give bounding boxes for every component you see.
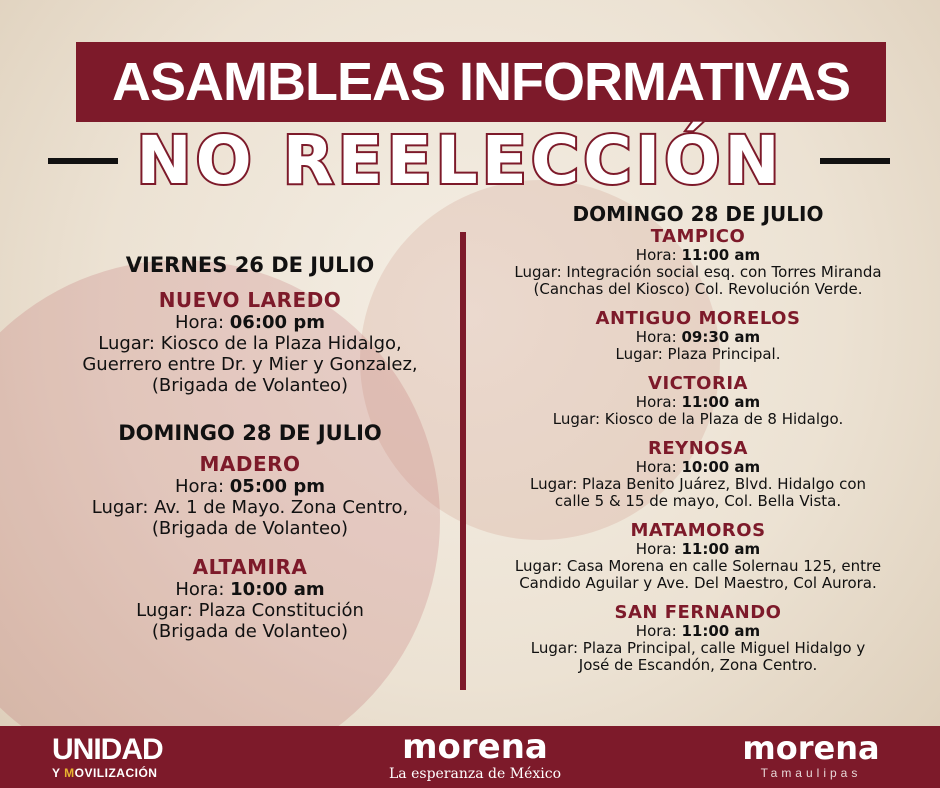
hora-label: Hora: xyxy=(175,579,225,600)
event-place-line: Lugar: Av. 1 de Mayo. Zona Centro, xyxy=(91,497,409,518)
event-place-line: Guerrero entre Dr. y Mier y Gonzalez, xyxy=(82,354,418,375)
event-place-line: (Brigada de Volanteo) xyxy=(151,621,349,642)
day-heading: DOMINGO 28 DE JULIO xyxy=(572,202,824,226)
event-place-line: (Brigada de Volanteo) xyxy=(151,518,349,539)
subtitle-row xyxy=(0,122,940,199)
event-place-line: Candido Aguilar y Ave. Del Maestro, Col Aurora. xyxy=(519,574,877,592)
logo-small-prefix: Y xyxy=(52,766,65,780)
unidad-movilizacion-logo xyxy=(52,734,202,780)
event-time xyxy=(478,541,918,558)
hora-value: 06:00 pm xyxy=(229,312,325,333)
logo-movilizacion-text xyxy=(52,766,202,780)
event-place-line: Lugar: Casa Morena en calle Solernau 125, entre xyxy=(514,557,882,575)
hora-value: 10:00 am xyxy=(230,579,325,600)
day-heading: DOMINGO 28 DE JULIO xyxy=(118,421,382,445)
event-city: MATAMOROS xyxy=(630,520,766,541)
hora-label: Hora: xyxy=(635,622,677,640)
event-time xyxy=(40,579,460,600)
event-place-line: (Brigada de Volanteo) xyxy=(151,375,349,396)
hora-value: 05:00 pm xyxy=(229,476,325,497)
event-city: SAN FERNANDO xyxy=(614,602,782,623)
event-time xyxy=(40,476,460,497)
logo-unidad-text: UNIDAD xyxy=(52,733,163,766)
hora-value: 11:00 am xyxy=(681,622,761,640)
morena-logo xyxy=(370,728,580,782)
event-place-line: calle 5 & 15 de mayo, Col. Bella Vista. xyxy=(554,492,842,510)
event-place-line: Lugar: Plaza Principal, calle Miguel Hidalgo y xyxy=(530,639,866,657)
event-time xyxy=(478,394,918,411)
event-place-line: Lugar: Plaza Constitución xyxy=(136,600,364,621)
morena-tamaulipas-logo xyxy=(726,730,896,780)
event-city: MADERO xyxy=(199,452,301,476)
hora-label: Hora: xyxy=(635,393,677,411)
subtitle-dash-right xyxy=(820,158,890,164)
event-time xyxy=(478,247,918,264)
event-city: REYNOSA xyxy=(648,438,748,459)
hora-label: Hora: xyxy=(635,458,677,476)
day-heading: VIERNES 26 DE JULIO xyxy=(125,253,375,277)
event-place-line: (Canchas del Kiosco) Col. Revolución Verde. xyxy=(533,280,863,298)
column-divider xyxy=(460,232,466,690)
event-place-line: Lugar: Plaza Benito Juárez, Blvd. Hidalgo con xyxy=(529,475,866,493)
event-place-line: Lugar: Integración social esq. con Torres Miranda xyxy=(514,263,882,281)
logo-small-rest: OVILIZACIÓN xyxy=(74,766,158,780)
hora-label: Hora: xyxy=(635,246,677,264)
title-banner xyxy=(76,42,886,122)
morena-logo-tagline: La esperanza de México xyxy=(389,766,561,782)
event-city: TAMPICO xyxy=(650,226,746,247)
hora-label: Hora: xyxy=(175,312,225,333)
hora-value: 11:00 am xyxy=(681,246,761,264)
event-city: ALTAMIRA xyxy=(192,555,308,579)
hora-label: Hora: xyxy=(635,328,677,346)
hora-value: 10:00 am xyxy=(681,458,761,476)
morena-logo-name: morena xyxy=(402,727,548,767)
page-title: ASAMBLEAS INFORMATIVAS xyxy=(112,52,850,112)
hora-value: 11:00 am xyxy=(681,540,761,558)
left-column xyxy=(40,252,460,642)
hora-label: Hora: xyxy=(175,476,225,497)
hora-label: Hora: xyxy=(635,540,677,558)
right-column xyxy=(478,202,918,674)
footer-bar xyxy=(0,726,940,788)
event-place-line: Lugar: Kiosco de la Plaza Hidalgo, xyxy=(98,333,402,354)
event-city: VICTORIA xyxy=(648,373,748,394)
hora-value: 11:00 am xyxy=(681,393,761,411)
event-time xyxy=(478,623,918,640)
event-place-line: Lugar: Plaza Principal. xyxy=(615,345,781,363)
event-city: NUEVO LAREDO xyxy=(158,288,342,312)
event-city: ANTIGUO MORELOS xyxy=(595,308,801,329)
event-time xyxy=(478,459,918,476)
morena-tamaulipas-tagline: Tamaulipas xyxy=(760,766,862,780)
page-subtitle: NO REELECCIÓN xyxy=(136,122,784,199)
logo-small-m: M xyxy=(64,766,75,780)
hora-value: 09:30 am xyxy=(681,328,761,346)
event-time xyxy=(40,312,460,333)
event-time xyxy=(478,329,918,346)
morena-tamaulipas-name: morena xyxy=(742,729,880,767)
event-place-line: José de Escandón, Zona Centro. xyxy=(578,656,818,674)
event-place-line: Lugar: Kiosco de la Plaza de 8 Hidalgo. xyxy=(552,410,844,428)
